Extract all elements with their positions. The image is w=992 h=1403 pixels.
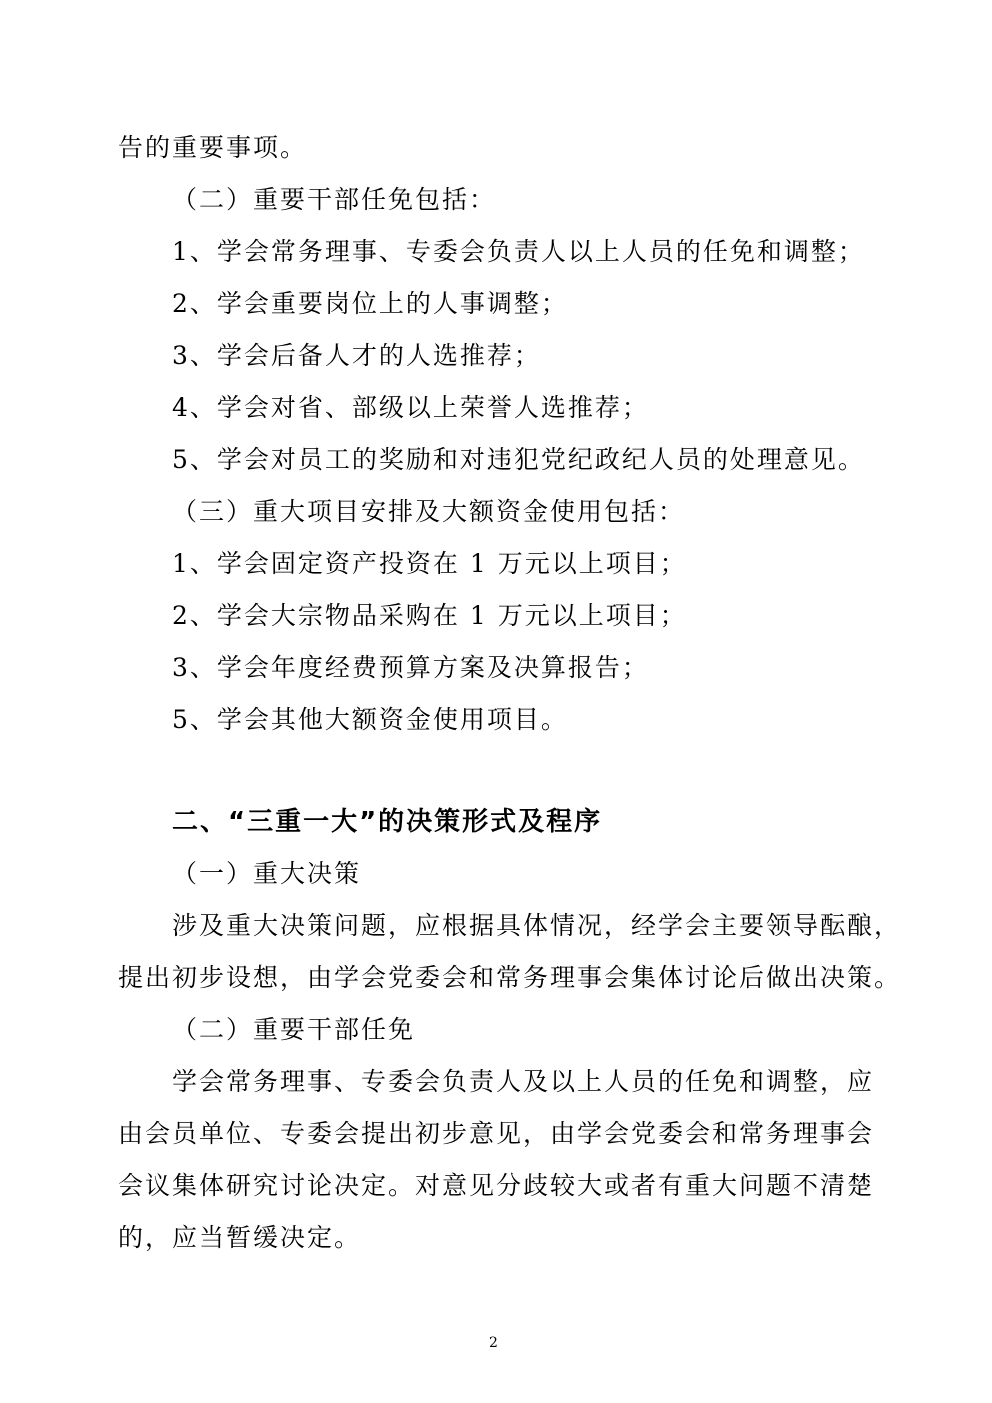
list-item: 2、学会重要岗位上的人事调整； [172,289,568,318]
section-heading: 二、“三重一大”的决策形式及程序 [172,807,603,837]
section-subtitle-personnel: （二）重要干部任免包括： [172,185,497,214]
list-item: 5、学会对员工的奖励和对违犯党纪政纪人员的处理意见。 [172,445,865,474]
list-item: 3、学会后备人才的人选推荐； [172,341,541,370]
list-item: 2、学会大宗物品采购在 1 万元以上项目； [172,601,687,630]
paragraph-line: 提出初步设想，由学会党委会和常务理事会集体讨论后做出决策。 [118,963,902,992]
paragraph-line: 学会常务理事、专委会负责人及以上人员的任免和调整，应 [172,1067,875,1096]
list-item: 1、学会常务理事、专委会负责人以上人员的任免和调整； [172,237,865,266]
page-number: 2 [489,1335,498,1351]
paragraph-line: 涉及重大决策问题，应根据具体情况，经学会主要领导酝酿， [172,911,902,940]
list-item: 3、学会年度经费预算方案及决算报告； [172,653,649,682]
subsection-title-personnel: （二）重要干部任免 [172,1015,416,1044]
list-item: 1、学会固定资产投资在 1 万元以上项目； [172,549,687,578]
subsection-title-decisions: （一）重大决策 [172,859,362,888]
section-subtitle-projects: （三）重大项目安排及大额资金使用包括： [172,497,686,526]
paragraph-line: 的，应当暂缓决定。 [118,1223,362,1252]
list-item: 5、学会其他大额资金使用项目。 [172,705,568,734]
paragraph-line: 会议集体研究讨论决定。对意见分歧较大或者有重大问题不清楚 [118,1171,875,1200]
paragraph-line: 由会员单位、专委会提出初步意见，由学会党委会和常务理事会 [118,1119,875,1148]
list-item: 4、学会对省、部级以上荣誉人选推荐； [172,393,649,422]
paragraph-continuation: 告的重要事项。 [118,133,308,162]
